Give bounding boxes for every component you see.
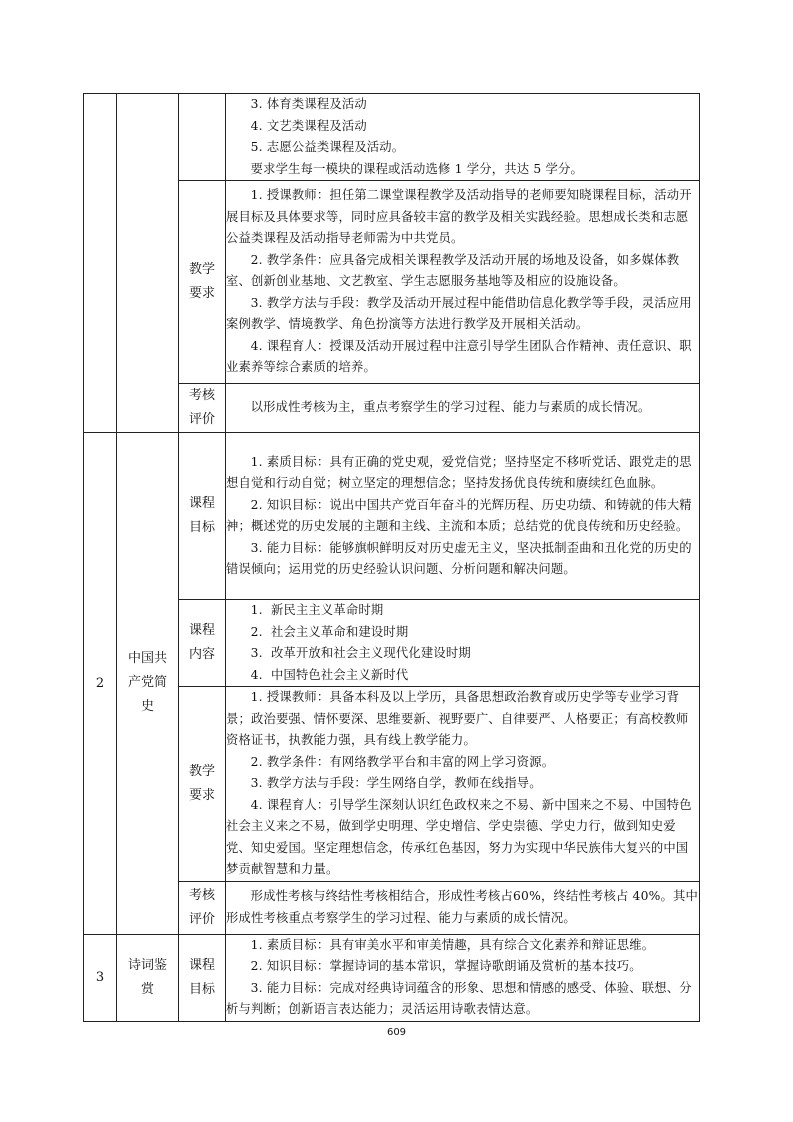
paragraph: 1. 素质目标：具有审美水平和审美情趣，具有综合文化素养和辩证思维。 <box>250 937 655 952</box>
content-cell <box>226 181 700 384</box>
content-cell <box>226 687 700 882</box>
curriculum-table <box>83 93 700 1022</box>
table-row <box>84 433 700 600</box>
table-row <box>84 94 700 181</box>
course-number-cell: 3 <box>84 934 117 1021</box>
list-item: 3. 体育类课程及活动 <box>250 97 367 111</box>
category-label: 考核评价 <box>179 881 226 934</box>
content-cell <box>226 881 700 934</box>
course-name-cell: 中国共产党简史 <box>117 433 179 935</box>
category-label: 课程目标 <box>179 934 226 1021</box>
list-item: 4. 文艺类课程及活动 <box>250 118 367 133</box>
paragraph: 1. 授课教师：具备本科及以上学历，具备思想政治教育或历史学等专业学习背景；政治要强、情怀要深、思维要新、视野要广、自律要严、人格要正；有高校教师资格证书，执教能力强，具有线上教学能力。 <box>226 690 689 747</box>
category-label: 课程目标 <box>179 433 226 600</box>
paragraph: 2. 教学条件：应具备完成相关课程教学及活动开展的场地及设备，如多媒体教室、创新创业基地、文艺教室、学生志愿服务基地等及相应的设施设备。 <box>226 252 680 289</box>
paragraph: 2. 知识目标：说出中国共产党百年奋斗的光辉历程、历史功绩、和铸就的伟大精神；概述党的历史发展的主题和主线、主流和本质；总结党的优良传统和历史经验。 <box>226 497 692 533</box>
list-item: 2. 社会主义革命和建设时期 <box>250 624 409 639</box>
paragraph: 2. 知识目标：掌握诗词的基本常识，掌握诗歌朗诵及赏析的基本技巧。 <box>250 959 642 973</box>
paragraph: 3. 能力目标：能够旗帜鲜明反对历史虚无主义，坚决抵制歪曲和丑化党的历史的错误倾向；运用党的历史经验认识问题、分析问题和解决问题。 <box>226 540 692 576</box>
content-cell <box>226 94 700 181</box>
category-cell <box>179 94 226 181</box>
list-item: 4. 中国特色社会主义新时代 <box>250 667 409 682</box>
paragraph: 4. 课程育人：授课及活动开展过程中注意引导学生团队合作精神、责任意识、职业素养等综合素质的培养。 <box>226 338 692 375</box>
table-row <box>84 934 700 1021</box>
course-name-cell: 诗词鉴赏 <box>117 934 179 1021</box>
paragraph: 形成性考核与终结性考核相结合，形成性考核占60%，终结性考核占 40%。其中形成性考核重点考察学生的学习过程、能力与素质的成长情况。 <box>226 889 698 925</box>
paragraph: 3. 能力目标：完成对经典诗词蕴含的形象、思想和情感的感受、体验、联想、分析与判断；创新语言表达能力；灵活运用诗歌表情达意。 <box>226 980 692 1016</box>
list-item: 5. 志愿公益类课程及活动。 <box>250 140 405 154</box>
category-label: 考核评价 <box>179 384 226 433</box>
paragraph: 4. 课程育人：引导学生深刻认识红色政权来之不易、新中国来之不易、中国特色社会主义来之不易，做到学史明理、学史增信、学史崇德、学史力行，做到知史爱党、知史爱国。坚定理想信念，传承红色基因，努力为实现中华民族伟大复兴的中国梦贡献智慧和力量。 <box>226 797 692 876</box>
content-cell <box>226 384 700 433</box>
course-number-cell <box>84 94 117 433</box>
paragraph: 3. 教学方法与手段：学生网络自学，教师在线指导。 <box>250 776 542 790</box>
paragraph: 1. 授课教师：担任第二课堂课程教学及活动指导的老师要知晓课程目标，活动开展目标及具体要求等，同时应具备较丰富的教学及相关实践经验。思想成长类和志愿公益类课程及活动指导老师需为中共党员。 <box>226 188 692 246</box>
content-cell <box>226 934 700 1021</box>
content-cell <box>226 600 700 687</box>
category-label: 课程内容 <box>179 600 226 687</box>
page-number: 609 <box>386 1027 407 1038</box>
category-label: 教学要求 <box>179 181 226 384</box>
list-item: 3. 改革开放和社会主义现代化建设时期 <box>250 646 471 660</box>
content-cell <box>226 433 700 600</box>
paragraph: 1. 素质目标：具有正确的党史观，爱党信党；坚持坚定不移听党话、跟党走的思想自觉和行动自觉；树立坚定的理想信念；坚持发扬优良传统和赓续红色血脉。 <box>226 454 692 490</box>
list-item: 要求学生每一模块的课程或活动选修 1 学分，共达 5 学分。 <box>250 161 584 176</box>
paragraph: 以形成性考核为主，重点考察学生的学习过程、能力与素质的成长情况。 <box>250 400 651 415</box>
course-name-cell <box>117 94 179 433</box>
category-label: 教学要求 <box>179 687 226 882</box>
paragraph: 2. 教学条件：有网络教学平台和丰富的网上学习资源。 <box>250 754 555 769</box>
course-number-cell: 2 <box>84 433 117 935</box>
paragraph: 3. 教学方法与手段：教学及活动开展过程中能借助信息化教学等手段，灵活应用案例教学、情境教学、角色扮演等方法进行教学及开展相关活动。 <box>226 295 692 332</box>
list-item: 1. 新民主主义革命时期 <box>250 603 384 617</box>
